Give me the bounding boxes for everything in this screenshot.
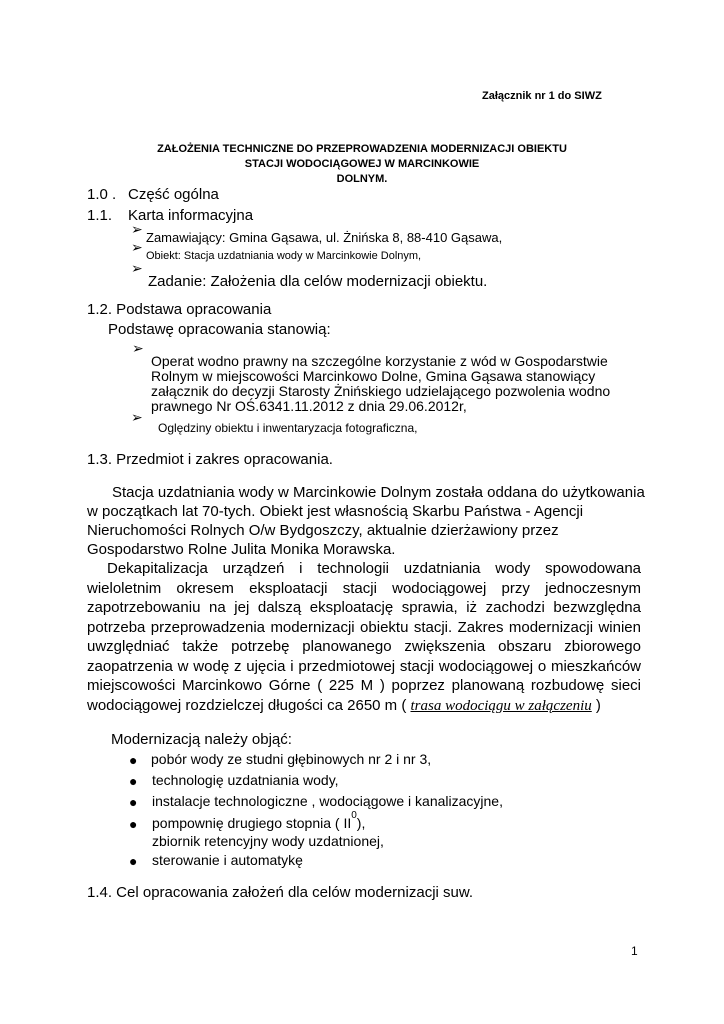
paragraph-line: Nieruchomości Rolnych O/w Bydgoszczy, aktualnie dzierżawiony przez — [87, 522, 559, 539]
arrow-bullet-icon: ➢ — [132, 341, 144, 357]
arrow-bullet-icon: ➢ — [131, 222, 143, 238]
basis-ogledziny: Oględziny obiektu i inwentaryzacja fotograficzna, — [158, 421, 418, 435]
info-obiekt: Obiekt: Stacja uzdatniania wody w Marcinkowie Dolnym, — [146, 250, 422, 262]
paragraph-line: potrzeba przeprowadzenia modernizacji obiektu stacji. Zakres modernizacji winien — [87, 618, 641, 636]
paragraph-text: ) — [591, 696, 601, 714]
basis-operat-line: prawnego Nr OŚ.6341.11.2012 z dnia 29.06.2012r, — [151, 398, 467, 414]
section-1-2-intro: Podstawę opracowania stanowią: — [108, 321, 331, 338]
modernization-item: sterowanie i automatykę — [152, 852, 303, 868]
section-1-2-title: 1.2. Podstawa opracowania — [87, 301, 272, 318]
basis-operat-line: załącznik do decyzji Starosty Żnińskiego udzielającego pozwolenia wodno — [151, 383, 611, 399]
arrow-bullet-icon: ➢ — [131, 240, 143, 256]
bullet-icon: ● — [129, 853, 138, 869]
document-title-line-2: STACJI WODOCIĄGOWEJ W MARCINKOWIE — [244, 158, 480, 170]
basis-operat — [151, 354, 610, 414]
document-title-line-1: ZAŁOŻENIA TECHNICZNE DO PRZEPROWADZENIA MODERNIZACJI OBIEKTU — [157, 143, 567, 155]
paragraph-line: w początkach lat 70-tych. Obiekt jest własnością Skarbu Państwa - Agencji — [87, 503, 584, 520]
arrow-bullet-icon: ➢ — [131, 261, 143, 277]
section-1-0-number: 1.0 . — [87, 186, 117, 203]
arrow-bullet-icon: ➢ — [131, 410, 143, 426]
bullet-icon: ● — [129, 752, 138, 768]
paragraph-last-line — [87, 696, 641, 717]
paragraph-line: uwzględniać także potrzebę planowanego zwiększenia obszaru zbiorowego — [87, 638, 641, 655]
modernization-item-text: pompownię drugiego stopnia ( II — [152, 815, 352, 831]
paragraph-line: Dekapitalizacja urządzeń i technologii uzdatniania wody spowodowana — [107, 560, 641, 577]
modernization-intro: Modernizacją należy objąć: — [111, 731, 292, 748]
section-1-0-title: Część ogólna — [128, 186, 219, 203]
page-number: 1 — [631, 944, 638, 958]
paragraph-line: zapotrzebowaniu na jej dalszą eksploatację sprawia, iż zachodzi bezwzględna — [87, 599, 641, 616]
superscript: 0 — [351, 810, 357, 821]
modernization-item-text: ), — [356, 815, 366, 831]
info-zamawiajacy: Zamawiający: Gmina Gąsawa, ul. Żnińska 8, 88-410 Gąsawa, — [146, 230, 503, 245]
paragraph-line: Stacja uzdatniania wody w Marcinkowie Dolnym została oddana do użytkowania — [112, 484, 645, 501]
attachment-label: Załącznik nr 1 do SIWZ — [482, 90, 602, 102]
section-1-1-title: Karta informacyjna — [128, 207, 254, 224]
document-title-line-3: DOLNYM. — [336, 173, 388, 185]
paragraph-line: zaopatrzenia w wodę z ujęcia i przedmiotowej stacji wodociągowej o mieszkańców — [87, 657, 641, 675]
section-1-4-title: 1.4. Cel opracowania założeń dla celów modernizacji suw. — [87, 884, 474, 901]
paragraph-2 — [87, 559, 641, 716]
section-1-3-title: 1.3. Przedmiot i zakres opracowania. — [87, 451, 333, 468]
modernization-item: instalacje technologiczne , wodociągowe i kanalizacyjne, — [152, 793, 503, 809]
paragraph-line: miejscowości Marcinkowo Górne ( 225 M ) poprzez planowaną rozbudowę sieci — [87, 677, 641, 694]
bullet-icon: ● — [129, 773, 138, 789]
paragraph-text: wodociągowej rozdzielczej długości ca 2650 m ( — [87, 696, 411, 714]
modernization-item: technologię uzdatniania wody, — [152, 772, 339, 788]
section-1-1-number: 1.1. — [87, 207, 113, 224]
paragraph-line: Gospodarstwo Rolne Julita Monika Morawska. — [87, 541, 396, 558]
info-zadanie: Zadanie: Założenia dla celów modernizacji obiektu. — [148, 273, 488, 290]
modernization-item: pobór wody ze studni głębinowych nr 2 i nr 3, — [151, 751, 432, 767]
modernization-item — [152, 810, 366, 831]
modernization-item: zbiornik retencyjny wody uzdatnionej, — [152, 833, 384, 849]
basis-operat-line: Rolnym w miejscowości Marcinkowo Dolne, Gmina Gąsawa stanowiący — [151, 368, 596, 384]
basis-operat-line: Operat wodno prawny na szczególne korzystanie z wód w Gospodarstwie — [151, 353, 608, 369]
paragraph-line: wieloletnim okresem eksploatacji stacji wodociągowej przy jednoczesnym — [87, 579, 641, 597]
route-attachment-link[interactable]: trasa wodociągu w załączeniu — [410, 697, 592, 714]
bullet-icon: ● — [129, 816, 138, 832]
paragraph-1 — [87, 483, 645, 559]
bullet-icon: ● — [129, 794, 138, 810]
